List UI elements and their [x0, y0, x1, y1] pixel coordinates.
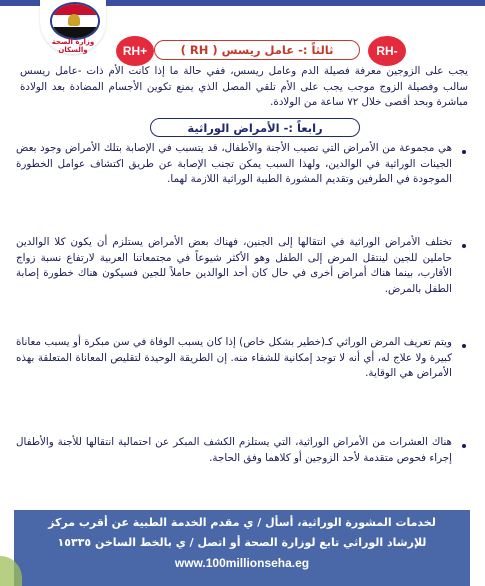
bullet-dot	[462, 344, 466, 348]
rh-intro-paragraph: يجب على الزوجين معرفة فصيلة الدم وعامل ريسس، ففي حالة ما إذا كانت الأم ذات -عامل ريسس سالب وفصيلة الزوج موجب يجب على الأم تلقي المصل الذي يمنع تكوين الأجسام المضادة بعد الولادة مباشرة وبحد أقصى خلال ٧٢ ساعة من الولادة.	[20, 65, 468, 109]
bullet-item-2: تختلف الأمراض الوراثية في انتقالها إلى الجنين، فهناك بعض الأمراض يستلزم أن يكون كلا الوالدين حاملين للجين لينتقل المرض إلى الطفل وهو الأكثر شيوعاً في مجتمعاتنا العربية لارتفاع نسبة زواج الأقارب، بينما هناك أمراض أخرى في حال كان أحد الوالدين حاملاً للجين فسيكون هناك خطورة إصابة الطفل بالمرض.	[16, 236, 452, 295]
logo-text: وزارة الصحة والسكان	[51, 38, 95, 54]
bullet-item-3: ويتم تعريف المرض الوراثي كـ(خطير بشكل خاص) إذا كان يسبب الوفاة في سن مبكرة أو يسبب معاناة كبيرة ولا علاج له، أي أنه لا توجد إمكانية للشفاء منه. إن الطريقة الوحيدة لتقليص المعاناة المتعلقة بهذه الأمراض هي الوقاية.	[16, 336, 452, 380]
bullet-dot	[462, 244, 466, 248]
bullet-item-1: هي مجموعة من الأمراض التي تصيب الأجنة والأطفال، قد يتسبب في الإصابة بتلك الأمراض وجود بعض الجينات الوراثية في الوالدين، ولهذا السبب يمكن تجنب الإصابة عن طريق اكتشاف عوامل الخطورة الموجودة في الطرفين وتقديم المشورة الطبية الوراثية اللازمة لهما.	[16, 142, 452, 186]
banner-line-2: للإرشاد الوراثي تابع لوزارة الصحة أو اتصل / ي بالخط الساخن ١٥٣٣٥	[57, 536, 427, 549]
section3-title: ثالثاً :- عامل ريسس ( RH )	[154, 40, 360, 60]
rh-plus-icon: RH+	[116, 36, 154, 66]
banner-line-1: لخدمات المشورة الوراثية، أسأل / ي مقدم الخدمة الطبية عن أقرب مركز	[48, 516, 436, 529]
bullet-dot	[462, 150, 466, 154]
bullet-dot	[462, 444, 466, 448]
bullet-item-4: هناك العشرات من الأمراض الوراثية، التي يستلزم الكشف المبكر عن احتمالية انتقالها للأجنة والأطفال إجراء فحوص متقدمة لأحد الزوجين أو كلاهما وفق الحاجة.	[16, 436, 452, 464]
egypt-flag-emblem-icon	[50, 2, 100, 40]
website-link[interactable]: www.100millionseha.eg	[174, 556, 310, 570]
rh-minus-icon: RH-	[368, 36, 406, 66]
ministry-logo	[40, 0, 106, 54]
section4-title: رابعاً :- الأمراض الوراثية	[150, 118, 360, 137]
hotline-banner	[14, 510, 470, 586]
